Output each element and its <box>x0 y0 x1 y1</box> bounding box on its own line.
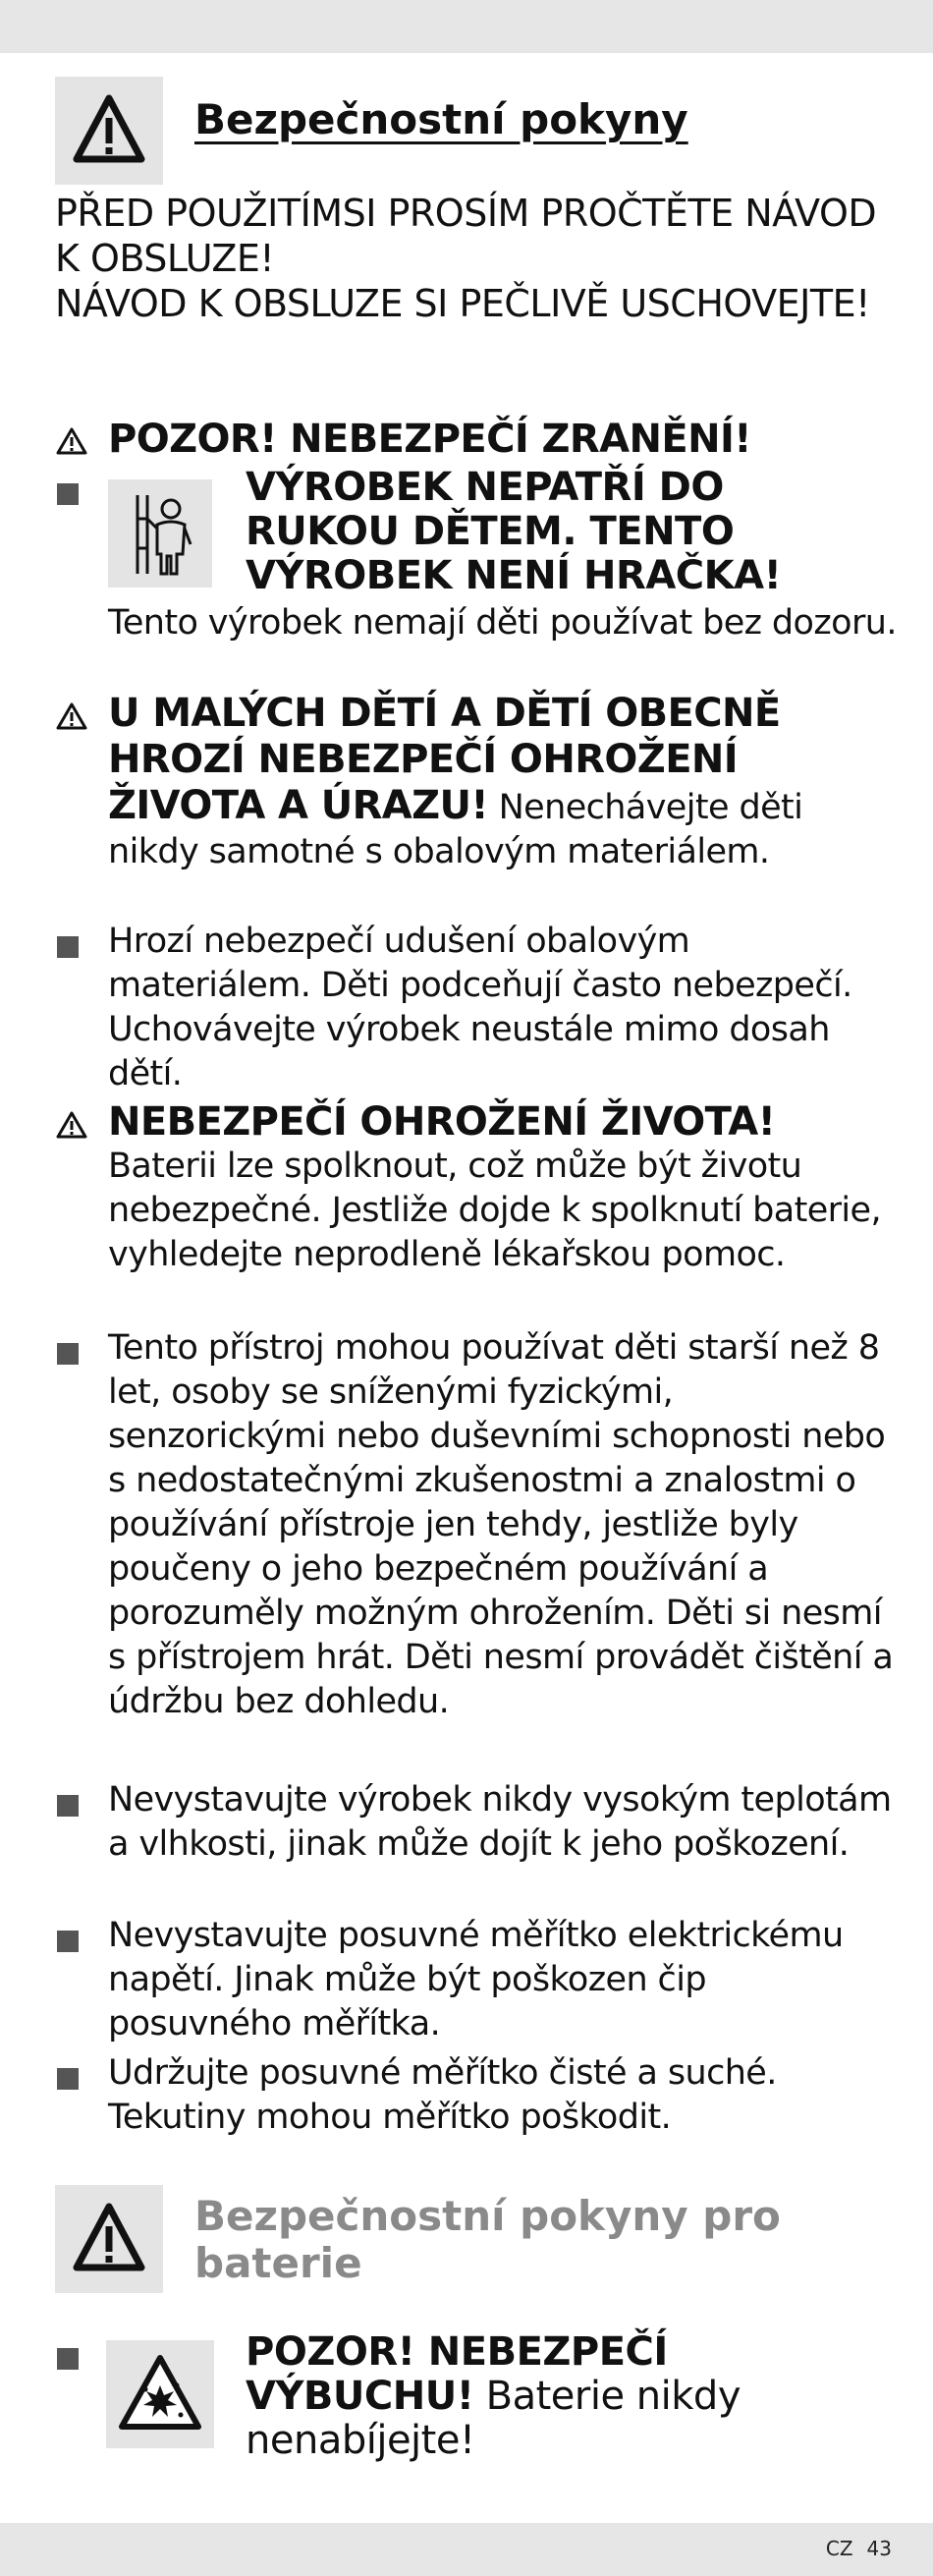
battery-section-title: Bezpečnostní pokyny pro baterie <box>194 2192 781 2287</box>
explosion-warning <box>246 2330 884 2463</box>
page-number: 43 <box>866 2537 892 2560</box>
bullet-square <box>57 1795 79 1817</box>
children-use-text: Tento přístroj mohou používat děti starší než 8 let, osoby se sníženými fyzickými, senzorickými nebo duševními schopnosti nebo s nedostatečnými zkušenostmi a znalostmi o používání přístroje jen tehdy, jestliže byly poučeny o jeho bezpečném používání a porozuměly možným ohrožením. Děti si nesmí s přístrojem hrát. Děti nesmí provádět čištění a údržbu bez dohledu. <box>108 1328 894 1721</box>
intro-line-1: PŘED POUŽITÍMSI PROSÍM PROČTĚTE NÁVOD K OBSLUZE! <box>55 192 877 280</box>
explosion-warning-icon <box>106 2340 214 2448</box>
child-heading: VÝROBEK NEPATŘÍ DO RUKOU DĚTEM. TENTO VÝROBEK NENÍ HRAČKA! <box>246 465 782 598</box>
child-body: Tento výrobek nemají děti používat bez dozoru. <box>108 603 897 643</box>
warning-triangle-icon <box>55 2185 163 2293</box>
warning-triangle-icon <box>55 77 163 185</box>
danger-heading: U MALÝCH DĚTÍ A DĚTÍ OBECNĚ HROZÍ NEBEZPEČÍ OHROŽENÍ ŽIVOTA A ÚRAZU! <box>108 691 781 828</box>
bullet-square <box>57 1931 79 1952</box>
warning-triangle-icon <box>55 1110 88 1140</box>
warning-triangle-icon <box>55 701 88 731</box>
intro-line-2: NÁVOD K OBSLUZE SI PEČLIVĚ USCHOVEJTE! <box>55 282 870 325</box>
page-footer <box>812 2537 892 2560</box>
top-bar <box>0 0 933 53</box>
warning-triangle-icon <box>55 426 88 456</box>
injury-warning <box>55 417 900 462</box>
bullet-square <box>57 2348 79 2370</box>
life-heading: NEBEZPEČÍ OHROŽENÍ ŽIVOTA! <box>108 1099 776 1145</box>
child-warning-icon <box>108 479 212 588</box>
temperature-text: Nevystavujte výrobek nikdy vysokým teplotám a vlhkosti, jinak může dojít k jeho poškození. <box>108 1780 892 1864</box>
bullet-square <box>57 1343 79 1365</box>
suffocation-text: Hrozí nebezpečí udušení obalovým materiálem. Děti podceňují často nebezpečí. Uchovávejte výrobek neustále mimo dosah dětí. <box>108 922 852 1093</box>
bottom-bar <box>0 2523 933 2576</box>
life-body: Baterii lze spolknout, což může být životu nebezpečné. Jestliže dojde k spolknutí baterie, vyhledejte neprodleně lékařskou pomoc. <box>108 1147 882 1274</box>
explosion-heading: POZOR! NEBEZPEČÍ VÝBUCHU! <box>246 2329 668 2419</box>
intro-warning <box>55 191 900 326</box>
bullet-square <box>57 483 79 505</box>
voltage-item <box>55 1914 900 2046</box>
language-code: CZ <box>825 2537 853 2560</box>
life-warning <box>55 1100 900 1277</box>
bullet-square <box>57 2068 79 2090</box>
injury-heading: POZOR! NEBEZPEČÍ ZRANĚNÍ! <box>108 417 751 462</box>
children-use-item <box>55 1326 900 1724</box>
clean-item <box>55 2051 900 2140</box>
suffocation-item <box>55 920 900 1096</box>
clean-text: Udržujte posuvné měřítko čisté a suché. Tekutiny mohou měřítko poškodit. <box>108 2053 777 2137</box>
danger-body: Nenechávejte děti nikdy samotné s obalovým materiálem. <box>108 788 803 871</box>
page-title: Bezpečnostní pokyny <box>194 95 688 143</box>
bullet-square <box>57 936 79 958</box>
explosion-body: Baterie nikdy nenabíjejte! <box>246 2374 741 2463</box>
temperature-item <box>55 1778 900 1867</box>
voltage-text: Nevystavujte posuvné měřítko elektrickému napětí. Jinak může být poškozen čip posuvného měřítka. <box>108 1916 844 2044</box>
danger-warning <box>55 692 900 874</box>
